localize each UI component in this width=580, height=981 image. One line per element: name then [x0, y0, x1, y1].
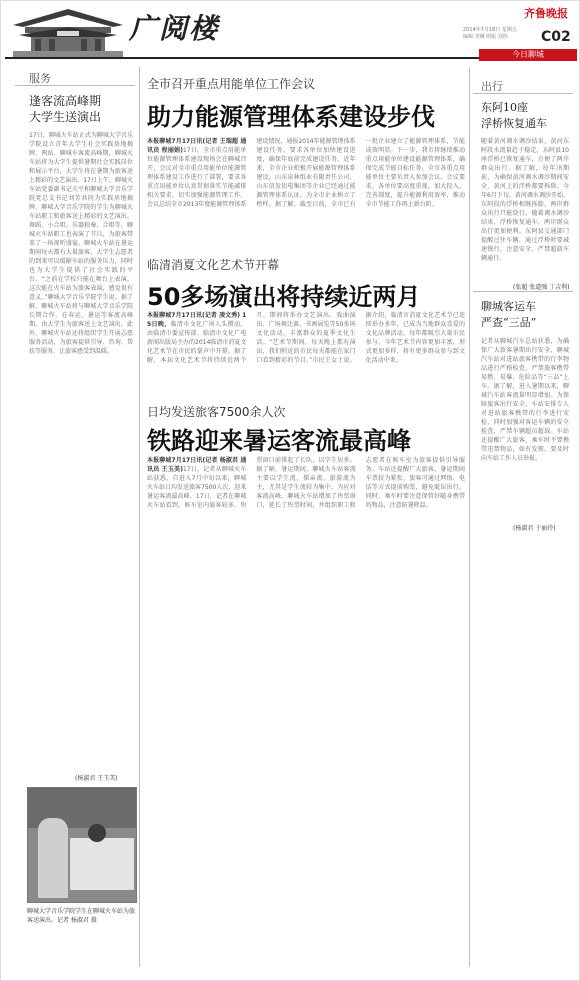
paper-logo: 齐鲁晚报 [524, 7, 568, 20]
article1-headline: 助力能源管理体系建设步伐 [147, 103, 435, 131]
right-article2-body-text: 记者从聊城汽车总站获悉，为确保广大旅客暑期出行安全，聊城汽车站对进站旅客携带的行李物品进行严格检查，严禁旅客携带易燃、易爆、危险品等“三品”上车。据了解，进入暑期以来，聊城汽车站客流量明显增加。为保障旅客出行安全，车站安排专人对进站旅客携带的行李进行安检，同时加强对客运车辆的安全检查，严禁车辆超员超载。车站还提醒广大旅客，乘车时不要携带违禁物品，如有发现，要及时向车站工作人员举报。 [481, 338, 569, 462]
news-photo [27, 787, 137, 903]
article2-body [147, 311, 465, 393]
left-body-text: 17日，聊城火车站正式为聊城大学音乐学院设立青年大学生社会实践基地揭牌，两站、聊城车客流高峰期，聊城火车站将为大学生提供暑期社会实践岗位和展示平台，大学生将在暑期为旅客送上精彩的文艺演出。17日上午，聊城火车站党委副书记关平和聊城大学音乐学院党总支书记刘芳共同为实践基地揭牌，聊城大学音乐学院的学生为聊城火车站职工和旅客送上精彩的文艺演出。舞蹈、小合唱、乐器独奏、合唱等，聊城火车站职工也表演了节目，为旅客带来了一场视听盛宴。聊城火车站在暑运期间每天都有大量旅客，大学生志愿者的到来可以缓解车站的服务压力，同时也为大学生提供了社会实践的平台。“之前在学校只能在舞台上表演，这次能在火车站为旅客表演，感觉很有意义。”聊城大学音乐学院学生说。据了解，聊城火车站将与聊城大学音乐学院长期合作，在春运、暑运等客流高峰期，由大学生为旅客送上文艺演出。此外，聊城火车站还将组织学生开展志愿服务活动，为旅客提供引导、咨询、帮扶等服务，让旅客感受到温暖。 [29, 132, 133, 355]
right-divider [473, 291, 573, 292]
date-line: 2014年7月18日 星期五 [463, 27, 517, 33]
right-article1-body [481, 137, 569, 281]
article1-body-text: 17日，全市重点用能单位能源管理体系建设现场会在聊城召开，会议对全市重点用能单位能源管理体系建设工作进行了部署，要求各重点用能单位认真贯彻落实节能减排相关要求，切实加强能源管理工作。会议总结全市2013年度能源管理体系建设情况，通报2014年能源管理体系建设任务，要求各单位加快建设进度，确保年底前完成建设任务。近年来，全市企业积极开展能源管理体系建设，山东泉林纸业有限责任公司、山东信发铝电集团等企业已经通过能源管理体系认证，为全市企业树立了榜样。据了解，截至目前，全市已有一批企业建立了能源管理体系，节能成效明显。下一步，我市将继续推动重点用能单位建设能源管理体系，确保完成节能目标任务。全市各重点用能单位主要负责人参加会议。会议要求，各单位要高度重视，加大投入，完善制度，提升能源利用效率，推动全市节能工作再上新台阶。 [147, 138, 465, 208]
issue-info [463, 27, 533, 41]
article3-headline: 铁路迎来暑运客流最高峰 [147, 427, 411, 455]
left-title-line-2: 大学生送演出 [29, 110, 102, 124]
left-title-line-1: 逢客流高峰期 [29, 94, 102, 108]
right-article1-body-text: 随着黄河调水调沙结束，黄河东阿段水流量趋于稳定，东阿县10座浮桥已恢复通车，方便了两岸群众出行。据了解，每年汛期前，为确保黄河调水调沙期间安全，黄河上的浮桥都要拆除。今年6月下旬，黄河调水调沙开始，东阿段的浮桥相继拆除，两岸群众出行只能绕行。随着调水调沙结束，浮桥恢复通车，两岸群众出行更加便利。东阿县交通部门提醒过往车辆，通过浮桥时要减速慢行，注意安全，严禁超载车辆通行。 [481, 138, 569, 262]
left-signature: (杨淑君 王玉美) [75, 775, 118, 782]
left-article-title [29, 93, 139, 125]
right-article1-signature: (张超 张道强 丁吉利) [513, 284, 570, 291]
article2-body-text: 临清市文化广场人头攒动，由临清市委宣传部、临清市文化广电新闻出版局主办的2014临清市消夏文化艺术节在市民的掌声中开幕。据了解，本届文化艺术节将持续近两个月，期间将举办文艺演出、戏曲演出、广场舞比赛、书画展览等50多场文化活动，丰富群众的夏季文化生活。“艺术节期间，每天晚上都有演出，我们附近的市民每天都能在家门口看到精彩的节目。”市民王女士说。据介绍，临清市消夏文化艺术节已连续举办多年，已成为当地群众喜爱的文化品牌活动，每年都吸引大量市民参与。今年艺术节内容更加丰富，形式更加多样，将有更多群众参与到文化活动中来。 [147, 312, 465, 364]
editor-line: 编辑 李琳 组版 刘莎 [463, 34, 508, 40]
page-number: C02 [541, 29, 571, 45]
right-article2-title [481, 299, 536, 331]
right-section-rule [473, 93, 573, 94]
article2-kicker: 临清消夏文化艺术节开幕 [147, 258, 280, 272]
right-article2-title-line-2: 严查“三品” [481, 316, 537, 329]
article3-body [147, 456, 465, 548]
article2-headline: 50多场演出将持续近两月 [147, 283, 421, 311]
right-article2-body [481, 337, 569, 521]
right-article1-title-line-2: 浮桥恢复通车 [481, 117, 547, 130]
masthead [1, 1, 580, 63]
right-article1-title-line-1: 东阿10座 [481, 101, 528, 114]
pavilion-illustration [9, 5, 127, 57]
column-rule-left [139, 67, 140, 967]
article3-body-text: 17日，记者从聊城火车站获悉，自进入7月中旬以来，聊城火车站日均发送旅客7500人次，迎来暑运客流最高峰。17日，记者在聊城火车站看到，候车室内旅客较多，售票窗口前排起了长队，以学生居多。据了解，暑运期间，聊城火车站客流主要以学生流、探亲流、旅游流为主，尤其是学生流较为集中。为应对客流高峰，聊城火车站增加了售票窗口，延长了售票时间，并组织职工和志愿者在候车室为旅客提供引导服务。车站还提醒广大旅客，暑运期间车票较为紧张，旅客可通过网络、电话等方式提前购票，避免耽误出行。同时，乘车时要注意保管好随身携带的物品，注意防暑降温。 [147, 457, 465, 509]
article3-kicker: 日均发送旅客7500余人次 [147, 405, 286, 419]
right-article2-signature: (杨淑君 于丽玲) [513, 525, 556, 532]
left-section-label: 服务 [29, 72, 51, 85]
left-section-rule [15, 85, 135, 86]
column-rule-right [469, 67, 470, 967]
column-name: 广阅楼 [129, 12, 220, 45]
right-article2-title-line-1: 聊城客运车 [481, 300, 536, 313]
article2-byline: 本报聊城7月17日讯(记者 凌文秀) 15日晚， [147, 312, 247, 328]
section-name: 今日聊城 [512, 50, 544, 59]
article1-byline: 本报聊城7月17日讯(记者 王瑞超 通讯员 程丽娟) [147, 138, 247, 154]
article1-kicker: 全市召开重点用能单位工作会议 [147, 77, 316, 91]
left-article-body [29, 131, 133, 771]
photo-caption: 聊城大学音乐学院学生在聊城火车站为旅客送演出。记者 杨淑君 摄 [27, 908, 136, 924]
right-article1-title [481, 100, 547, 132]
article1-body [147, 137, 465, 241]
article3-byline: 本报聊城7月17日讯(记者 杨淑君 通讯员 王玉美) [147, 457, 247, 473]
right-section-label: 出行 [481, 80, 503, 93]
